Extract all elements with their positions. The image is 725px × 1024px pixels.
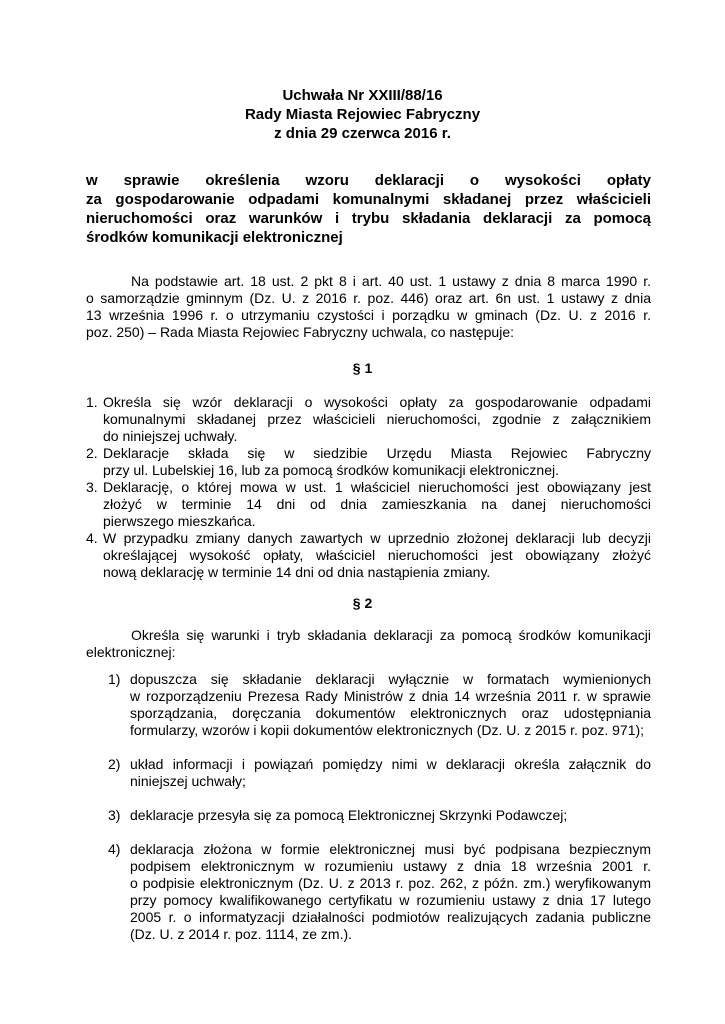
list-item-number: 4. xyxy=(86,530,98,546)
preamble-line: o samorządzie gminnym (Dz. U. z 2016 r. poz. 446) oraz art. 6n ust. 1 ustawy z dnia xyxy=(86,290,651,306)
subject-line: w sprawie określenia wzoru deklaracji o wysokości opłaty xyxy=(86,172,651,189)
list-item-line: w rozporządzeniu Prezesa Rady Ministrów z dnia 14 września 2011 r. w sprawie xyxy=(130,688,651,704)
list-item-line: złożyć w terminie 14 dni od dnia zamieszkania na danej nieruchomości xyxy=(103,496,651,512)
subject-line: nieruchomości oraz warunków i trybu składania deklaracji za pomocą xyxy=(86,210,651,227)
list-item-line: Określa się wzór deklaracji o wysokości opłaty za gospodarowanie odpadami xyxy=(103,394,651,410)
list-item-line: deklaracja złożona w formie elektronicznej musi być podpisana bezpiecznym xyxy=(130,841,651,857)
list-item-line: Deklaracje składa się w siedzibie Urzędu Miasta Rejowiec Fabryczny xyxy=(103,445,651,461)
list-item-line: 2005 r. o informatyzacji działalności podmiotów realizujących zadania publiczne xyxy=(130,909,651,925)
list-item xyxy=(86,530,651,581)
resolution-subject xyxy=(86,171,651,247)
intro-line: elektronicznej: xyxy=(86,644,176,660)
list-item xyxy=(108,756,651,790)
list-item-line: sporządzania, doręczania dokumentów elektronicznych oraz udostępniania xyxy=(130,705,651,721)
list-item-line: deklaracje przesyła się za pomocą Elektronicznej Skrzynki Podawczej; xyxy=(130,807,568,823)
resolution-header xyxy=(0,86,725,143)
preamble-line: Na podstawie art. 18 ust. 2 pkt 8 i art. 40 ust. 1 ustawy z dnia 8 marca 1990 r. xyxy=(131,273,651,289)
preamble-line: 13 września 1996 r. o utrzymaniu czystości i porządku w gminach (Dz. U. z 2016 r. xyxy=(86,307,651,323)
list-item-line: pierwszego mieszkańca. xyxy=(103,513,256,529)
list-item-line: Deklarację, o której mowa w ust. 1 właściciel nieruchomości jest obowiązany jest xyxy=(103,479,651,495)
resolution-date: z dnia 29 czerwca 2016 r. xyxy=(274,125,451,142)
list-item xyxy=(86,445,651,479)
section-2-intro xyxy=(86,627,651,661)
preamble xyxy=(86,273,651,341)
list-item-number: 4) xyxy=(108,841,121,857)
list-item-line: podpisem elektronicznym w rozumieniu ustawy z dnia 18 września 2001 r. xyxy=(130,858,651,874)
list-item-line: niniejszej uchwały; xyxy=(130,773,246,789)
intro-line: Określa się warunki i tryb składania deklaracji za pomocą środków komunikacji xyxy=(131,627,651,643)
council-name: Rady Miasta Rejowiec Fabryczny xyxy=(244,106,481,123)
list-item-number: 3) xyxy=(108,807,121,823)
list-item xyxy=(86,479,651,530)
list-item xyxy=(108,671,651,739)
resolution-number: Uchwała Nr XXIII/88/16 xyxy=(282,87,443,104)
list-item-line: komunalnymi składanej przez właścicieli nieruchomości, zgodnie z załącznikiem xyxy=(103,411,651,427)
list-item-line: formularzy, wzorów i kopii dokumentów elektronicznych (Dz. U. z 2015 r. poz. 971); xyxy=(130,722,645,738)
section-2-title: § 2 xyxy=(352,595,373,611)
section-1-title: § 1 xyxy=(352,360,373,376)
list-item xyxy=(108,841,651,943)
list-item-number: 3. xyxy=(86,479,98,495)
list-item-line: przy pomocy kwalifikowanego certyfikatu w rozumieniu ustawy z dnia 17 lutego xyxy=(130,892,651,908)
list-item xyxy=(86,394,651,445)
list-item-number: 2. xyxy=(86,445,98,461)
list-item-line: (Dz. U. z 2014 r. poz. 1114, ze zm.). xyxy=(130,926,353,942)
list-item-line: określającej wysokość opłaty, właściciel nieruchomości jest obowiązany złożyć xyxy=(103,547,651,563)
list-item-number: 1) xyxy=(108,671,121,687)
list-item xyxy=(108,807,651,824)
subject-line: za gospodarowanie odpadami komunalnymi składanej przez właścicieli xyxy=(86,191,651,208)
subject-line: środków komunikacji elektronicznej xyxy=(86,229,343,246)
list-item-line: do niniejszej uchwały. xyxy=(103,428,238,444)
section-1-list xyxy=(86,394,651,581)
section-2-list xyxy=(108,671,651,960)
list-item-line: układ informacji i powiązań pomiędzy nimi w deklaracji określa załącznik do xyxy=(130,756,651,772)
list-item-number: 1. xyxy=(86,394,98,410)
list-item-line: o podpisie elektronicznym (Dz. U. z 2013 r. poz. 262, z późn. zm.) weryfikowanym xyxy=(130,875,651,891)
list-item-number: 2) xyxy=(108,756,121,772)
list-item-line: W przypadku zmiany danych zawartych w uprzednio złożonej deklaracji lub decyzji xyxy=(103,530,651,546)
preamble-line: poz. 250) – Rada Miasta Rejowiec Fabryczny uchwala, co następuje: xyxy=(86,324,514,340)
list-item-line: dopuszcza się składanie deklaracji wyłącznie w formatach wymienionych xyxy=(130,671,651,687)
list-item-line: nową deklarację w terminie 14 dni od dnia nastąpienia zmiany. xyxy=(103,564,491,580)
list-item-line: przy ul. Lubelskiej 16, lub za pomocą środków komunikacji elektronicznej. xyxy=(103,462,559,478)
